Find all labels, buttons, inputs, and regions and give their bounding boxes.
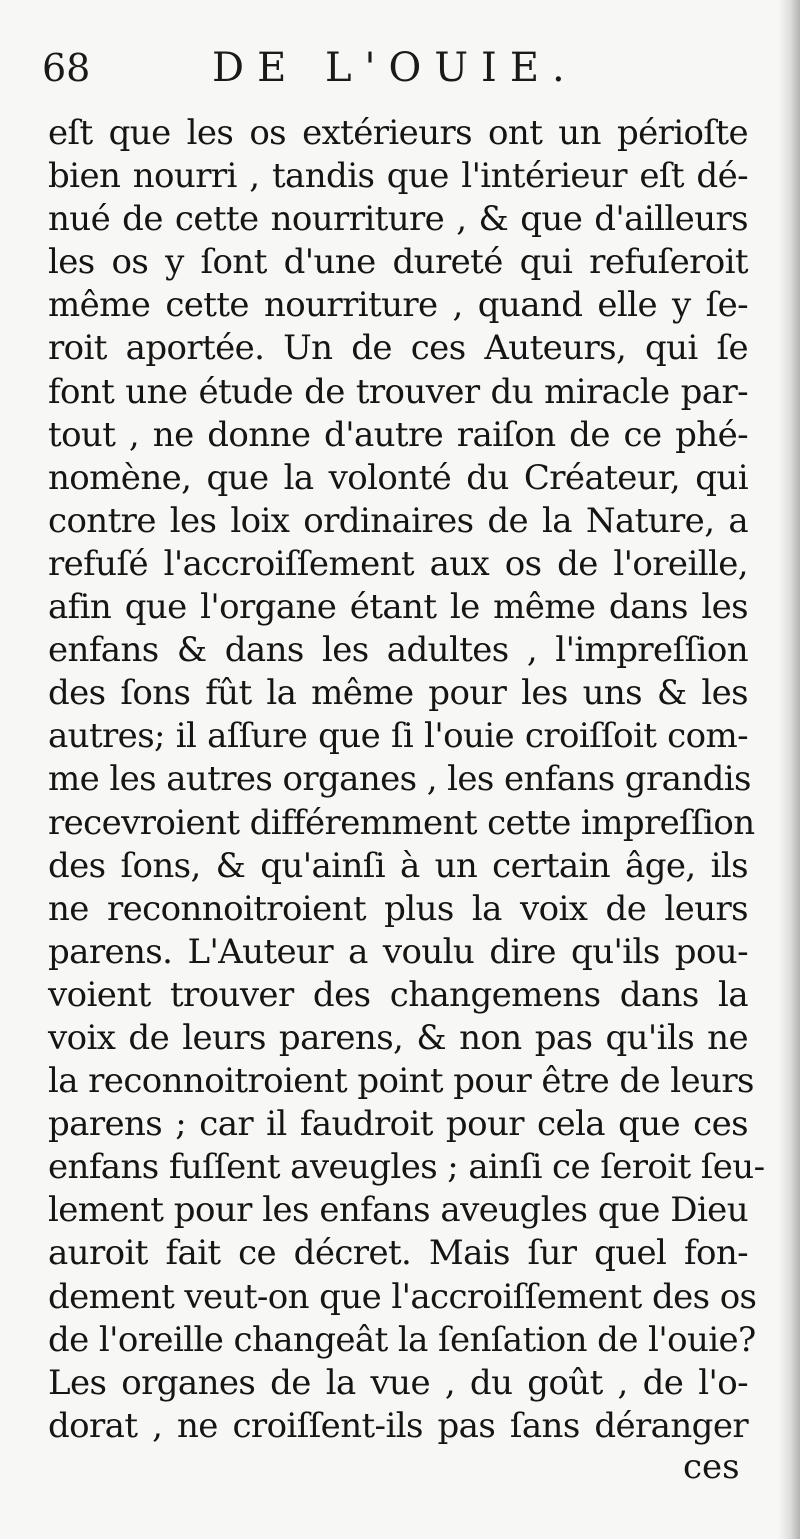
text-line: tout , ne donne d'autre raiſon de ce phé- (48, 414, 748, 455)
text-line: nomène, que la volonté du Créateur, qui (48, 457, 748, 498)
body-text (48, 112, 765, 1448)
text-line: enfans & dans les adultes , l'impreſſion (48, 630, 748, 671)
text-line: les os y ſont d'une dureté qui refuſeroit (48, 242, 748, 283)
text-line: la reconnoitroient point pour être de leurs (48, 1061, 754, 1102)
text-line: refuſé l'accroiſſement aux os de l'oreille, (48, 543, 748, 584)
text-line: même cette nourriture , quand elle y ſe- (48, 285, 748, 326)
text-line: font une étude de trouver du miracle par- (48, 371, 748, 412)
text-line: me les autres organes , les enfans grandis (48, 759, 751, 800)
page-number: 68 (42, 46, 91, 90)
text-line: Les organes de la vue , du goût , de l'o- (48, 1362, 748, 1403)
text-line: ne reconnoitroient plus la voix de leurs (48, 888, 748, 929)
text-line: recevroient différemment cette impreſſion (48, 802, 755, 843)
text-line: voient trouver des changemens dans la (48, 974, 748, 1015)
text-line: contre les loix ordinaires de la Nature, a (48, 500, 748, 541)
text-line: des ſons fût la même pour les uns & les (48, 673, 748, 714)
page-header (42, 38, 762, 98)
text-line: parens. L'Auteur a voulu dire qu'ils pou- (48, 931, 748, 972)
text-line: lement pour les enfans aveugles que Dieu (48, 1190, 748, 1231)
text-line: des ſons, & qu'ainſi à un certain âge, ils (48, 845, 748, 886)
text-line: dement veut-on que l'accroiſſement des os (48, 1276, 757, 1317)
text-line: nué de cette nourriture , & que d'ailleurs (48, 199, 748, 240)
text-line: parens ; car il faudroit pour cela que ces (48, 1104, 748, 1145)
text-line: voix de leurs parens, & non pas qu'ils ne (48, 1017, 748, 1058)
text-line: auroit fait ce décret. Mais ſur quel fon- (48, 1233, 748, 1274)
text-line: autres; il aſſure que ſi l'ouie croiſſoit com- (48, 716, 748, 757)
text-line: enfans fuſſent aveugles ; ainſi ce ſeroit ſeu- (48, 1147, 765, 1188)
page-edge-shadow (778, 0, 800, 1539)
running-title: DE L'OUIE. (212, 45, 578, 91)
text-line: de l'oreille changeât la ſenſation de l'ouie? (48, 1319, 756, 1360)
text-line: eſt que les os extérieurs ont un périoſte (48, 113, 748, 153)
catchword: ces (683, 1447, 740, 1487)
text-line: bien nourri , tandis que l'intérieur eſt dé- (48, 156, 748, 197)
text-line: afin que l'organe étant le même dans les (48, 587, 748, 628)
text-line: dorat , ne croiſſent-ils pas ſans déranger (48, 1405, 748, 1446)
text-line: roit aportée. Un de ces Auteurs, qui ſe (48, 328, 748, 369)
